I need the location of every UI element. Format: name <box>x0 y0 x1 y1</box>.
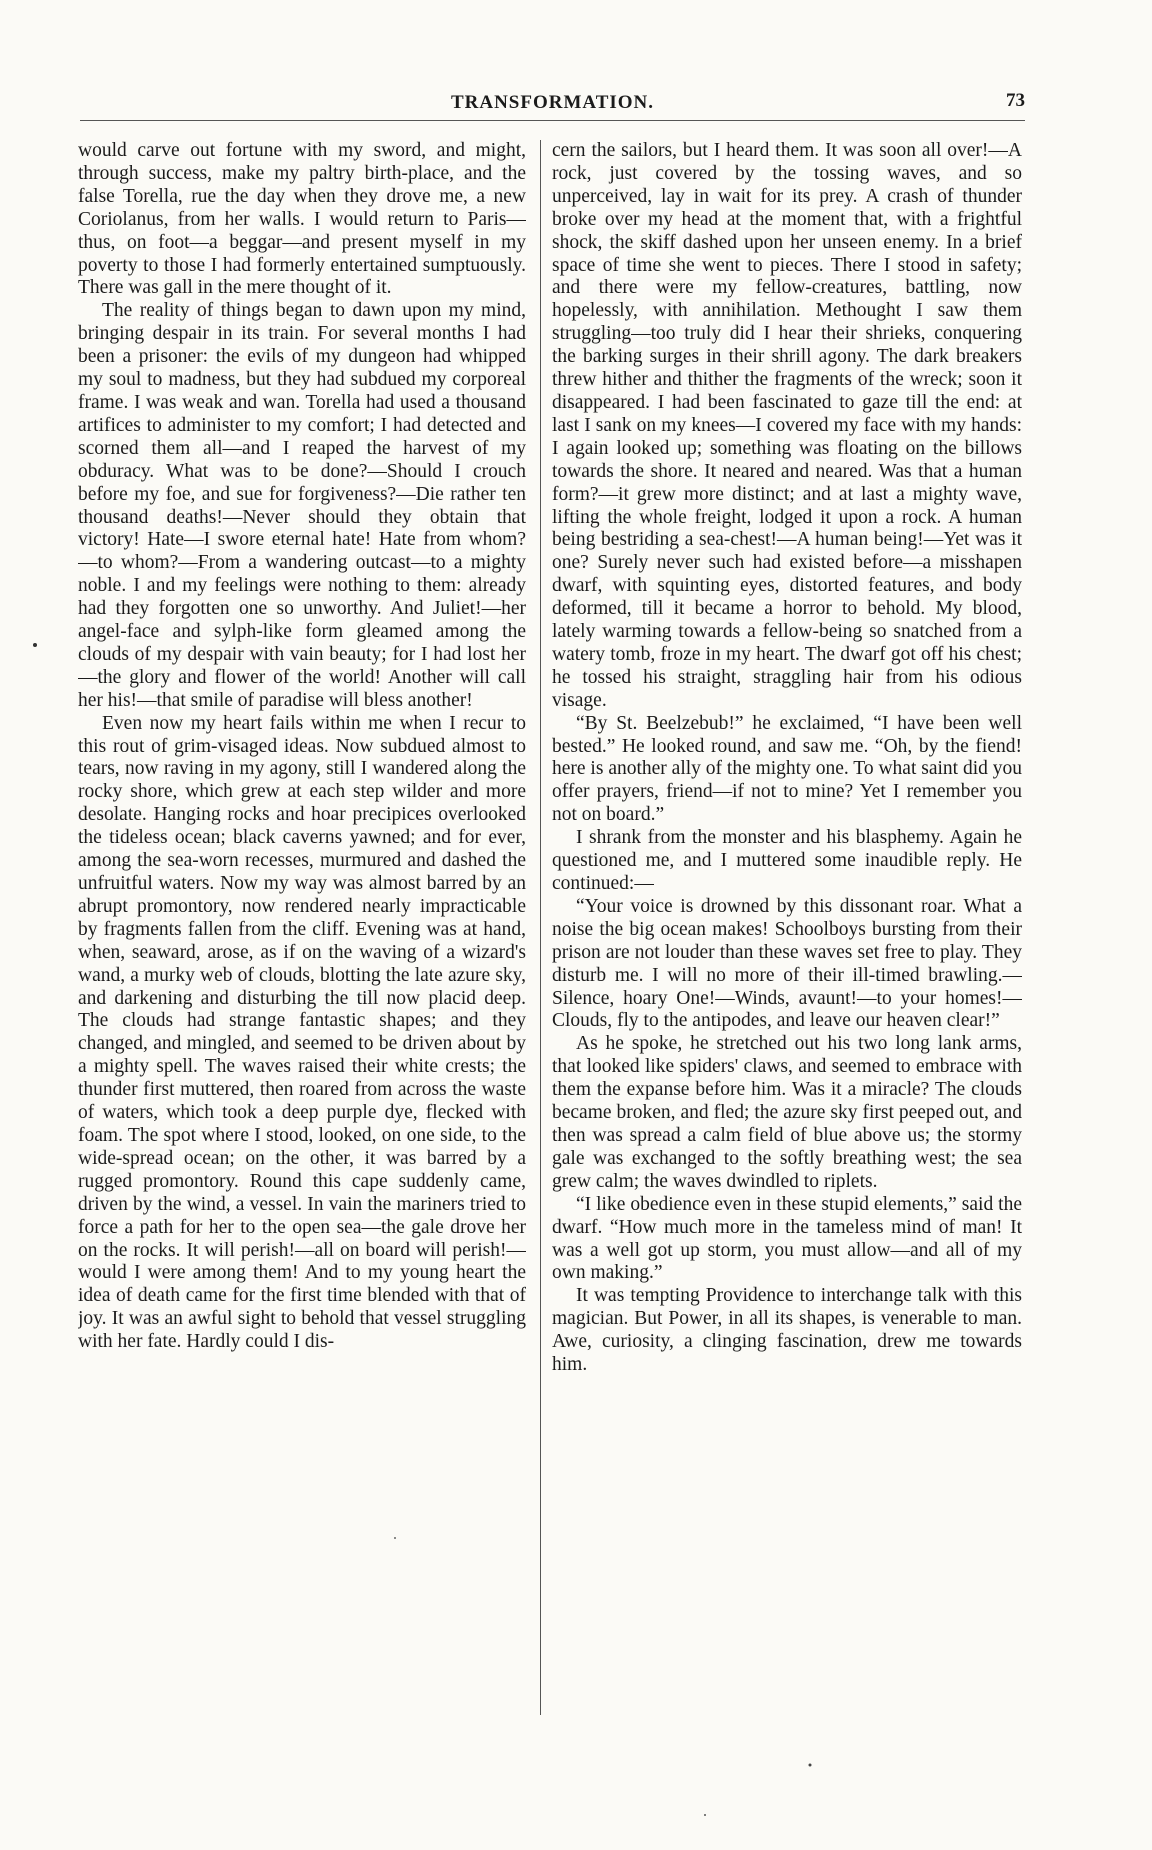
paragraph: As he spoke, he stretched out his two long lank arms, that looked like spiders' claws, and seemed to embrace with them the expanse before him. Was it a miracle? The clouds became broken, and fled; the azure sky first peeped out, and then was spread a calm field of blue above us; the stormy gale was exchanged to the softly breathing west; the sea grew calm; the waves dwindled to riplets. <box>552 1033 1022 1192</box>
page-header <box>80 90 1025 121</box>
paragraph: cern the sailors, but I heard them. It was soon all over!—A rock, just covered by the tossing waves, and so unperceived, lay in wait for its prey. A crash of thunder broke over my head at the moment that, with a frightful shock, the skiff dashed upon her unseen enemy. In a brief space of time she went to pieces. There I stood in safety; and there were my fellow-creatures, battling, now hopelessly, with annihilation. Methought I saw them struggling—too truly did I hear their shrieks, conquering the barking surges in their shrill agony. The dark breakers threw hither and thither the fragments of the wreck; soon it disappeared. I had been fascinated to gaze till the end: at last I sank on my knees—I covered my face with my hands: I again looked up; something was floating on the billows towards the shore. It neared and neared. Was that a human form?—it grew more distinct; and at last a mighty wave, lifting the whole freight, lodged it upon a rock. A human being bestriding a sea-chest!—A human being!—Yet was it one? Surely never such had existed before—a misshapen dwarf, with squinting eyes, distorted features, and body deformed, till it became a horror to behold. My blood, lately warming towards a fellow-being so snatched from a watery tomb, froze in my heart. The dwarf got off his chest; he tossed his straight, straggling hair from his odious visage. <box>552 140 1022 711</box>
column-divider <box>540 140 541 1715</box>
running-title: TRANSFORMATION. <box>450 92 655 113</box>
paragraph: I shrank from the monster and his blasphemy. Again he questioned me, and I muttered some inaudible reply. He continued:— <box>552 827 1022 894</box>
paragraph: “I like obedience even in these stupid elements,” said the dwarf. “How much more in the tameless mind of man! It was a well got up storm, you must allow—and all of my own making.” <box>552 1193 1022 1284</box>
paragraph: “Your voice is drowned by this dissonant roar. What a noise the big ocean makes! Schoolboys bursting from their prison are not louder than these waves set free to play. They disturb me. I will no more of their ill-timed brawling.—Silence, hoary One!—Winds, avaunt!—to your homes!—Clouds, fly to the antipodes, and leave our heaven clear!” <box>552 895 1022 1032</box>
paragraph: It was tempting Providence to interchange talk with this magician. But Power, in all its shapes, is venerable to man. Awe, curiosity, a clinging fascination, drew me towards him. <box>552 1285 1022 1376</box>
paragraph: The reality of things began to dawn upon my mind, bringing despair in its train. For several months I had been a prisoner: the evils of my dungeon had whipped my soul to madness, but they had subdued my corporeal frame. I was weak and wan. Torella had used a thousand artifices to administer to my comfort; I had detected and scorned them all—and I reaped the harvest of my obduracy. What was to be done?—Should I crouch before my foe, and sue for forgiveness?—Die rather ten thousand deaths!—Never should they obtain that victory! Hate—I swore eternal hate! Hate from whom?—to whom?—From a wandering outcast—to a mighty noble. I and my feelings were nothing to them: already had they forgotten one so unworthy. And Juliet!—her angel-face and sylph-like form gleamed among the clouds of my despair with vain beauty; for I had lost her—the glory and flower of the world! Another will call her his!—that smile of paradise will bless another! <box>78 300 526 711</box>
paragraph: “By St. Beelzebub!” he exclaimed, “I have been well bested.” He looked round, and saw me. “Oh, by the fiend! here is another ally of the mighty one. To what saint did you offer prayers, friend—if not to mine? Yet I remember you not on board.” <box>552 712 1022 826</box>
paragraph: Even now my heart fails within me when I recur to this rout of grim-visaged ideas. Now subdued almost to tears, now raving in my agony, still I wandered along the rocky shore, which grew at each step wilder and more desolate. Hanging rocks and hoar precipices overlooked the tideless ocean; black caverns yawned; and for ever, among the sea-worn recesses, murmured and dashed the unfruitful waters. Now my way was almost barred by an abrupt promontory, now rendered nearly impracticable by fragments fallen from the cliff. Evening was at hand, when, seaward, arose, as if on the waving of a wizard's wand, a murky web of clouds, blotting the late azure sky, and darkening and disturbing the till now placid deep. The clouds had strange fantastic shapes; and they changed, and mingled, and seemed to be driven about by a mighty spell. The waves raised their white crests; the thunder first muttered, then roared from across the waste of waters, which took a deep purple dye, flecked with foam. The spot where I stood, looked, on one side, to the wide-spread ocean; on the other, it was barred by a rugged promontory. Round this cape suddenly came, driven by the wind, a vessel. In vain the mariners tried to force a path for her to the open sea—the gale drove her on the rocks. It will perish!—all on board will perish!—would I were among them! And to my young heart the idea of death came for the first time blended with that of joy. It was an awful sight to behold that vessel struggling with her fate. Hardly could I dis- <box>78 712 526 1353</box>
paragraph: would carve out fortune with my sword, and might, through success, make my paltry birth-place, and the false Torella, rue the day when they drove me, a new Coriolanus, from her walls. I would return to Paris—thus, on foot—a beggar—and present myself in my poverty to those I had formerly entertained sumptuously. There was gall in the mere thought of it. <box>78 140 526 299</box>
right-column <box>552 140 1022 1715</box>
page-number: 73 <box>1006 90 1025 111</box>
left-column <box>78 140 526 1715</box>
